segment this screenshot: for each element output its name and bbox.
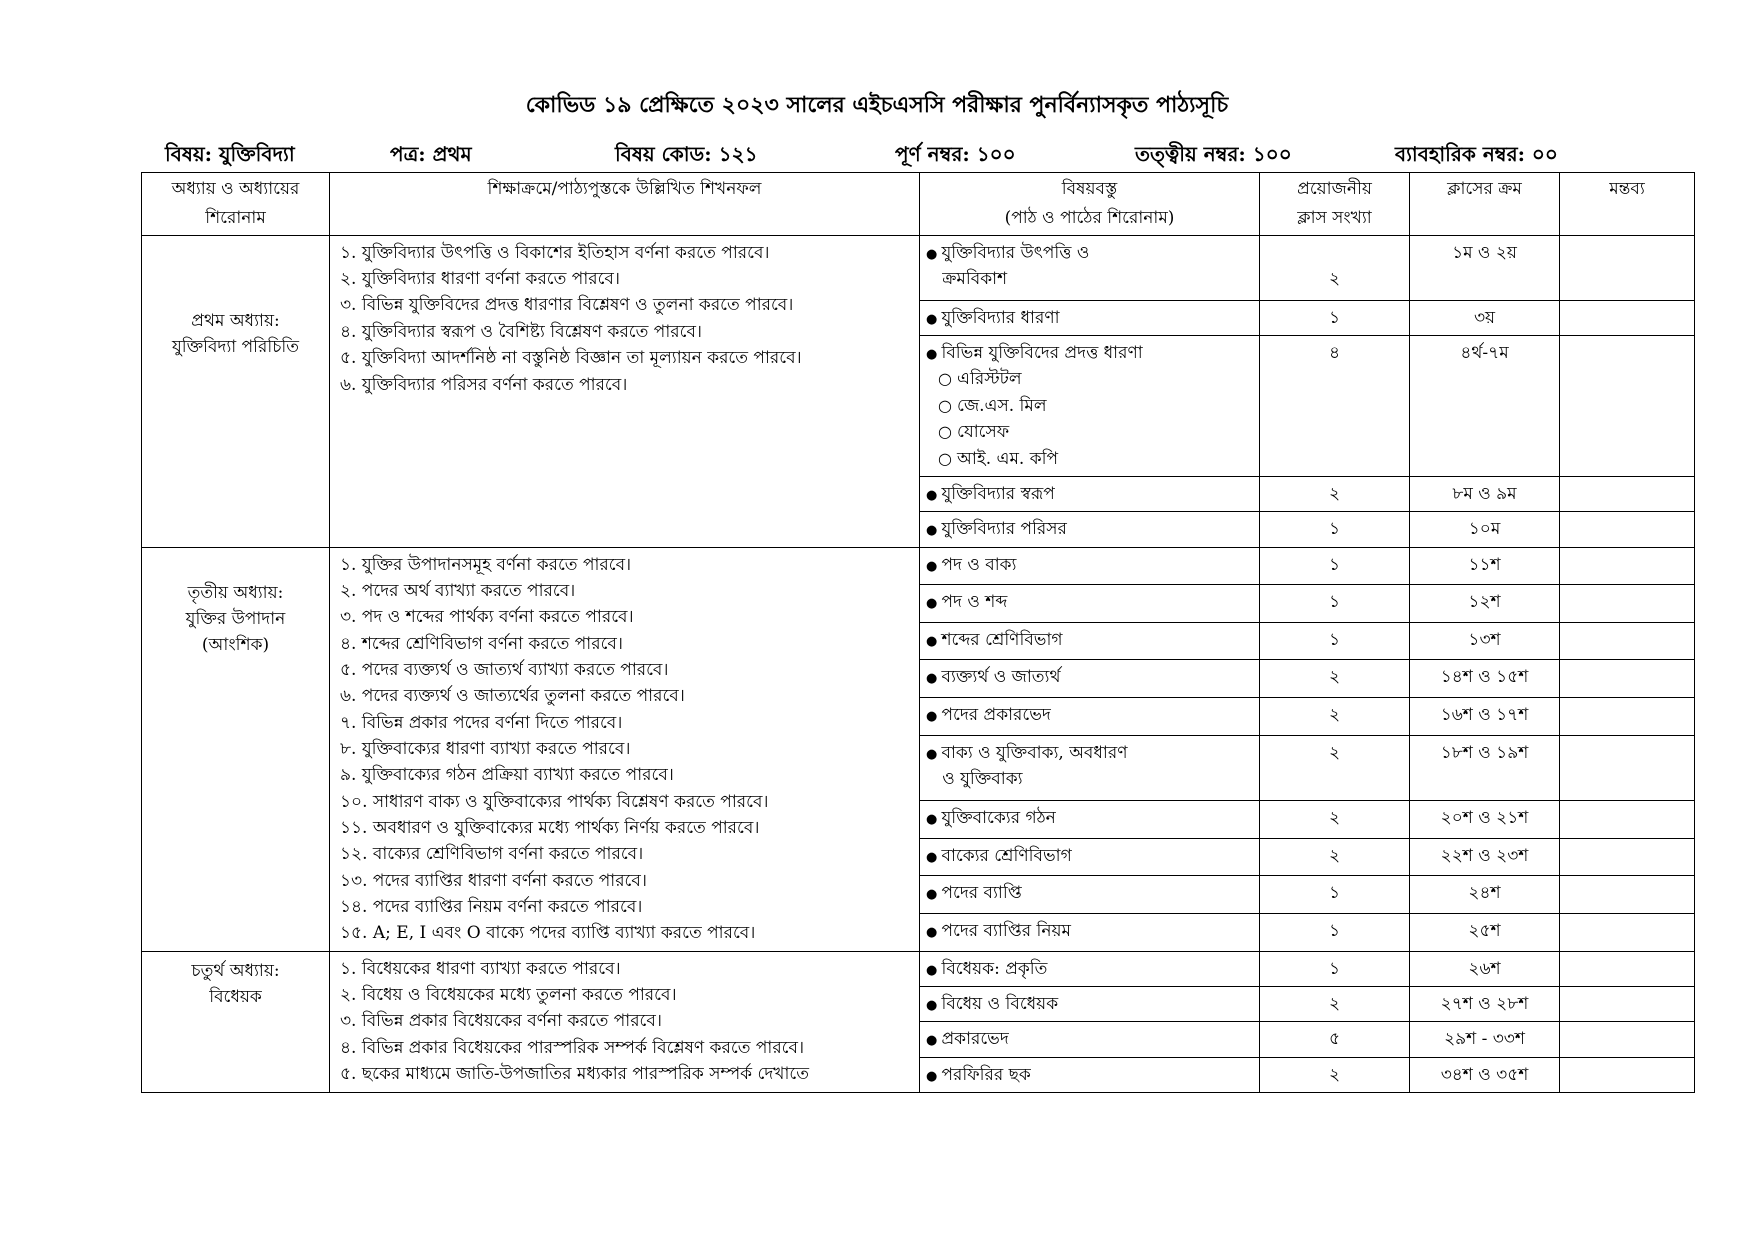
- list-item: ১. যুক্তিবিদ্যার উৎপত্তি ও বিকাশের ইতিহাস বর্ণনা করতে পারবে।: [340, 242, 770, 263]
- lesson-content: ● পদের ব্যাপ্তির নিয়ম: [920, 914, 1260, 952]
- list-item: ৫. যুক্তিবিদ্যা আদর্শনিষ্ঠ না বস্তুনিষ্ঠ বিজ্ঞান তা মূল্যায়ন করতে পারবে।: [340, 348, 802, 369]
- lesson-content: ● পরফিরির ছক: [920, 1057, 1260, 1092]
- class-sequence: ১৩শ: [1410, 622, 1560, 660]
- list-item: ২. যুক্তিবিদ্যার ধারণা বর্ণনা করতে পারবে।: [340, 269, 620, 290]
- class-sequence: ২০শ ও ২১শ: [1410, 801, 1560, 839]
- header-outcomes: শিক্ষাক্রমে/পাঠ্যপুস্তকে উল্লিখিত শিখনফল: [330, 173, 920, 236]
- class-sequence: ৩য়: [1410, 300, 1560, 335]
- class-count: ২: [1260, 235, 1410, 300]
- lesson-content: ● পদ ও শব্দ: [920, 585, 1260, 623]
- learning-outcomes: [330, 547, 920, 951]
- list-item: ৫. ছকের মাধ্যমে জাতি-উপজাতির মধ্যকার পারস্পরিক সম্পর্ক দেখাতে: [340, 1064, 809, 1085]
- subject-label: বিষয়: যুক্তিবিদ্যা: [165, 142, 295, 166]
- remarks-cell: [1560, 1022, 1695, 1057]
- remarks-cell: [1560, 235, 1695, 300]
- list-item: ৪. যুক্তিবিদ্যার স্বরূপ ও বৈশিষ্ট্য বিশ্লেষণ করতে পারবে।: [340, 321, 702, 342]
- table-row: [142, 547, 1695, 585]
- class-count: ১: [1260, 622, 1410, 660]
- lesson-content: ● পদের প্রকারভেদ: [920, 697, 1260, 735]
- table-row: [142, 951, 1695, 986]
- lesson-content: ● যুক্তিবিদ্যার স্বরূপ: [920, 476, 1260, 511]
- remarks-cell: [1560, 476, 1695, 511]
- class-sequence: ১ম ও ২য়: [1410, 235, 1560, 300]
- table-header-row: [142, 173, 1695, 236]
- list-item: ৫. পদের ব্যক্ত্যর্থ ও জাত্যর্থ ব্যাখ্যা করতে পারবে।: [340, 659, 669, 680]
- class-count: ১: [1260, 300, 1410, 335]
- header-sequence: ক্লাসের ক্রম: [1410, 173, 1560, 236]
- class-count: ১: [1260, 547, 1410, 585]
- lesson-content: ● বিভিন্ন যুক্তিবিদের প্রদত্ত ধারণা ○ এরিস্টটল ○ জে.এস. মিল ○ যোসেফ ○ আই. এম. কপি: [920, 336, 1260, 477]
- class-count: ২: [1260, 801, 1410, 839]
- class-count: ৫: [1260, 1022, 1410, 1057]
- class-sequence: ১৪শ ও ১৫শ: [1410, 660, 1560, 698]
- list-item: ৪. শব্দের শ্রেণিবিভাগ বর্ণনা করতে পারবে।: [340, 633, 623, 654]
- class-sequence: ১৬শ ও ১৭শ: [1410, 697, 1560, 735]
- lesson-content: ● বাক্য ও যুক্তিবাক্য, অবধারণ ও যুক্তিবাক্য: [920, 735, 1260, 801]
- lesson-content: ● ব্যক্ত্যর্থ ও জাত্যর্থ: [920, 660, 1260, 698]
- lesson-content: ● যুক্তিবাক্যের গঠন: [920, 801, 1260, 839]
- list-item: ৩. পদ ও শব্দের পার্থক্য বর্ণনা করতে পারবে।: [340, 607, 634, 628]
- list-item: ○ আই. এম. কপি: [926, 446, 1253, 472]
- list-item: ২. পদের অর্থ ব্যাখ্যা করতে পারবে।: [340, 580, 576, 601]
- lesson-content: ● বিধেয় ও বিধেয়ক: [920, 987, 1260, 1022]
- remarks-cell: [1560, 512, 1695, 547]
- class-sequence: ২৬শ: [1410, 951, 1560, 986]
- learning-outcomes: [330, 235, 920, 547]
- class-sequence: ১০ম: [1410, 512, 1560, 547]
- class-count: ১: [1260, 914, 1410, 952]
- list-item: ৪. বিভিন্ন প্রকার বিধেয়কের পারস্পরিক সম্পর্ক বিশ্লেষণ করতে পারবে।: [340, 1037, 805, 1058]
- class-count: ১: [1260, 876, 1410, 914]
- list-item: ১৪. পদের ব্যাপ্তির নিয়ম বর্ণনা করতে পারবে।: [340, 897, 643, 917]
- table-row: [142, 235, 1695, 300]
- remarks-cell: [1560, 622, 1695, 660]
- lesson-content: ● বাক্যের শ্রেণিবিভাগ: [920, 838, 1260, 876]
- lesson-content: ● যুক্তিবিদ্যার উৎপত্তি ও ক্রমবিকাশ: [920, 235, 1260, 300]
- class-sequence: ২৭শ ও ২৮শ: [1410, 987, 1560, 1022]
- remarks-cell: [1560, 914, 1695, 952]
- learning-outcomes: [330, 951, 920, 1092]
- syllabus-table: [141, 172, 1695, 1093]
- list-item: ৩. বিভিন্ন প্রকার বিধেয়কের বর্ণনা করতে পারবে।: [340, 1011, 662, 1032]
- lesson-content: ● প্রকারভেদ: [920, 1022, 1260, 1057]
- list-item: ১. যুক্তির উপাদানসমূহ বর্ণনা করতে পারবে।: [340, 554, 632, 575]
- remarks-cell: [1560, 876, 1695, 914]
- class-sequence: ২৫শ: [1410, 914, 1560, 952]
- lesson-content: ● যুক্তিবিদ্যার পরিসর: [920, 512, 1260, 547]
- list-item: ○ জে.এস. মিল: [926, 393, 1253, 419]
- header-chapter: অধ্যায় ও অধ্যায়ের শিরোনাম: [142, 173, 330, 236]
- class-count: ১: [1260, 585, 1410, 623]
- class-sequence: ৪র্থ-৭ম: [1410, 336, 1560, 477]
- class-sequence: ১৮শ ও ১৯শ: [1410, 735, 1560, 801]
- list-item: ৮. যুক্তিবাক্যের ধারণা ব্যাখ্যা করতে পারবে।: [340, 738, 631, 759]
- remarks-cell: [1560, 951, 1695, 986]
- lesson-content: ● যুক্তিবিদ্যার ধারণা: [920, 300, 1260, 335]
- class-sequence: ৩৪শ ও ৩৫শ: [1410, 1057, 1560, 1092]
- list-item: ৬. যুক্তিবিদ্যার পরিসর বর্ণনা করতে পারবে।: [340, 374, 628, 395]
- list-item: ৬. পদের ব্যক্ত্যর্থ ও জাত্যর্থের তুলনা করতে পারবে।: [340, 686, 685, 707]
- remarks-cell: [1560, 801, 1695, 839]
- lesson-content: ● শব্দের শ্রেণিবিভাগ: [920, 622, 1260, 660]
- remarks-cell: [1560, 300, 1695, 335]
- header-classes: প্রয়োজনীয় ক্লাস সংখ্যা: [1260, 173, 1410, 236]
- class-sequence: ২৯শ - ৩৩শ: [1410, 1022, 1560, 1057]
- class-sequence: ২২শ ও ২৩শ: [1410, 838, 1560, 876]
- paper-label: পত্র: প্রথম: [390, 142, 472, 166]
- list-item: ○ যোসেফ: [926, 419, 1253, 445]
- remarks-cell: [1560, 660, 1695, 698]
- chapter-title: চতুর্থ অধ্যায়: বিধেয়ক: [142, 951, 330, 1092]
- class-count: ২: [1260, 660, 1410, 698]
- remarks-cell: [1560, 585, 1695, 623]
- class-sequence: ১২শ: [1410, 585, 1560, 623]
- list-item: ১৩. পদের ব্যাপ্তির ধারণা বর্ণনা করতে পারবে।: [340, 870, 647, 891]
- remarks-cell: [1560, 1057, 1695, 1092]
- practical-marks-label: ব্যাবহারিক নম্বর: ০০: [1395, 142, 1558, 166]
- subject-meta: [165, 140, 1705, 170]
- remarks-cell: [1560, 838, 1695, 876]
- full-marks-label: পূর্ণ নম্বর: ১০০: [895, 142, 1016, 166]
- theory-marks-label: তত্ত্বীয় নম্বর: ১০০: [1135, 142, 1292, 166]
- subject-code-label: বিষয় কোড: ১২১: [615, 142, 758, 166]
- class-count: ১: [1260, 512, 1410, 547]
- list-item: ○ এরিস্টটল: [926, 366, 1253, 392]
- header-remarks: মন্তব্য: [1560, 173, 1695, 236]
- chapter-title: তৃতীয় অধ্যায়: যুক্তির উপাদান (আংশিক): [142, 547, 330, 951]
- chapter-title: প্রথম অধ্যায়: যুক্তিবিদ্যা পরিচিতি: [142, 235, 330, 547]
- list-item: ১৫. A; E, I এবং O বাক্যে পদের ব্যাপ্তি ব্যাখ্যা করতে পারবে।: [340, 923, 756, 944]
- list-item: ৩. বিভিন্ন যুক্তিবিদের প্রদত্ত ধারণার বিশ্লেষণ ও তুলনা করতে পারবে।: [340, 295, 794, 316]
- class-count: ১: [1260, 951, 1410, 986]
- class-sequence: ১১শ: [1410, 547, 1560, 585]
- class-count: ২: [1260, 1057, 1410, 1092]
- class-count: ২: [1260, 735, 1410, 801]
- remarks-cell: [1560, 336, 1695, 477]
- class-count: ২: [1260, 838, 1410, 876]
- remarks-cell: [1560, 735, 1695, 801]
- list-item: ৭. বিভিন্ন প্রকার পদের বর্ণনা দিতে পারবে।: [340, 712, 623, 733]
- page-title: কোভিড ১৯ প্রেক্ষিতে ২০২৩ সালের এইচএসসি পরীক্ষার পুনর্বিন্যাসকৃত পাঠ্যসূচি: [525, 92, 1229, 118]
- remarks-cell: [1560, 987, 1695, 1022]
- list-item: ৯. যুক্তিবাক্যের গঠন প্রক্রিয়া ব্যাখ্যা করতে পারবে।: [340, 765, 674, 786]
- list-item: ১০. সাধারণ বাক্য ও যুক্তিবাক্যের পার্থক্য বিশ্লেষণ করতে পারবে।: [340, 791, 769, 812]
- class-count: ২: [1260, 476, 1410, 511]
- class-count: ২: [1260, 987, 1410, 1022]
- remarks-cell: [1560, 547, 1695, 585]
- class-count: ৪: [1260, 336, 1410, 477]
- lesson-content: ● পদের ব্যাপ্তি: [920, 876, 1260, 914]
- header-content: বিষয়বস্তু (পাঠ ও পাঠের শিরোনাম): [920, 173, 1260, 236]
- remarks-cell: [1560, 697, 1695, 735]
- list-item: ১১. অবধারণ ও যুক্তিবাক্যের মধ্যে পার্থক্য নির্ণয় করতে পারবে।: [340, 817, 760, 838]
- list-item: ২. বিধেয় ও বিধেয়কের মধ্যে তুলনা করতে পারবে।: [340, 985, 677, 1006]
- list-item: ১. বিধেয়কের ধারণা ব্যাখ্যা করতে পারবে।: [340, 958, 621, 979]
- class-sequence: ২৪শ: [1410, 876, 1560, 914]
- class-sequence: ৮ম ও ৯ম: [1410, 476, 1560, 511]
- lesson-content: ● বিধেয়ক: প্রকৃতি: [920, 951, 1260, 986]
- class-count: ২: [1260, 697, 1410, 735]
- lesson-content: ● পদ ও বাক্য: [920, 547, 1260, 585]
- list-item: ১২. বাক্যের শ্রেণিবিভাগ বর্ণনা করতে পারবে।: [340, 844, 644, 865]
